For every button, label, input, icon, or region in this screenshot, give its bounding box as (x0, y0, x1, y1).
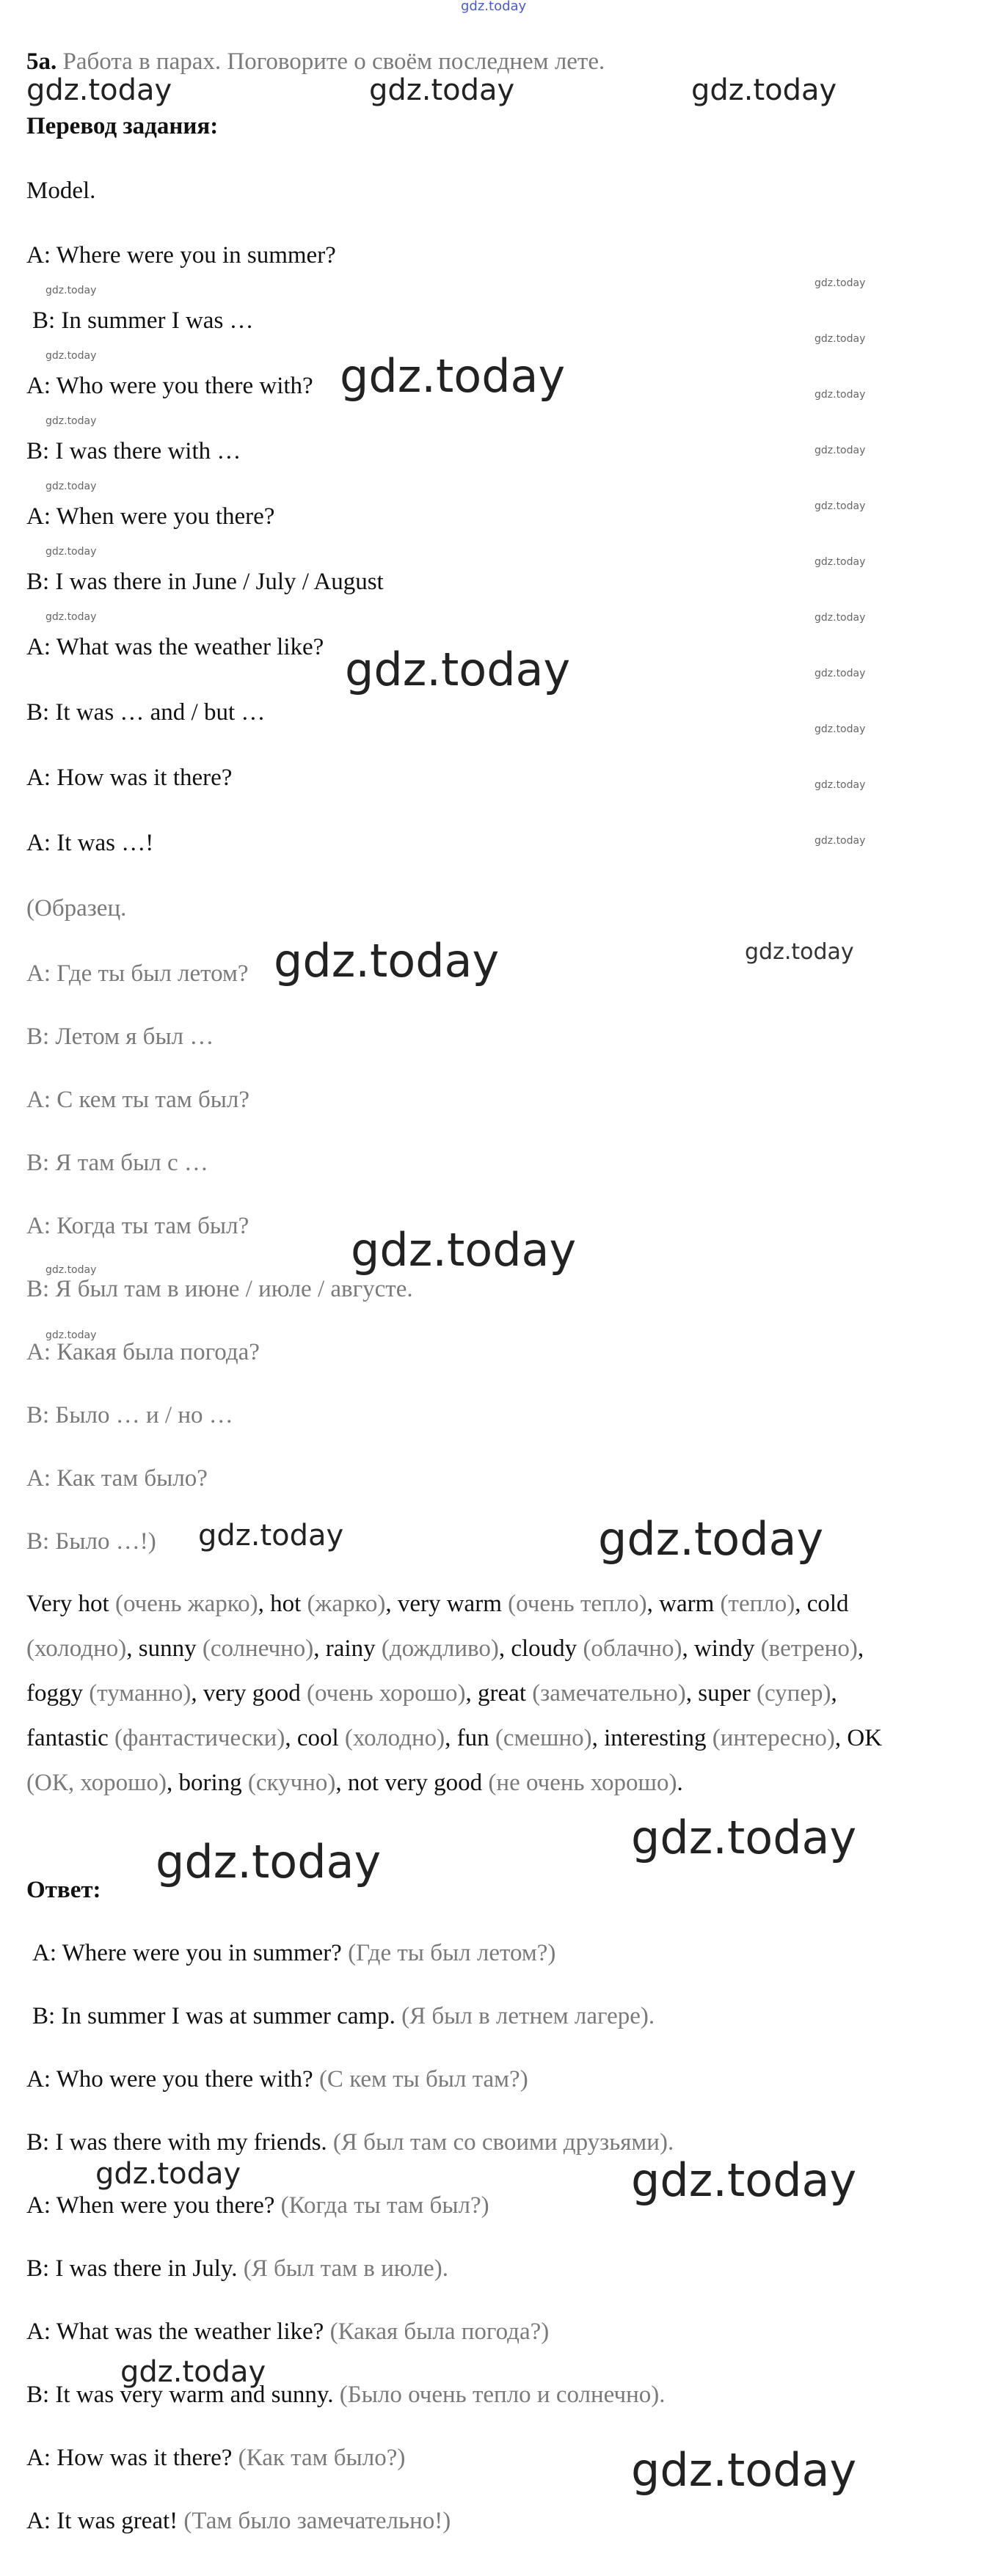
watermark: gdz.today (814, 779, 866, 791)
vocab-translation: (жарко) (301, 1591, 386, 1617)
vocab-translation: (очень жарко) (109, 1591, 258, 1617)
vocab-translation: (замечательно) (525, 1680, 686, 1707)
vocab-separator: , (335, 1770, 348, 1796)
vocab-separator: , (385, 1591, 398, 1617)
answer-en: B: I was there in July. (26, 2255, 238, 2282)
vocab-separator: , (498, 1635, 511, 1662)
watermark-top: gdz.today (461, 0, 527, 14)
watermark: gdz.today (45, 481, 97, 492)
watermark: gdz.today (198, 1519, 344, 1552)
vocab-translation: (тепло) (714, 1591, 795, 1617)
model-en-line: B: It was … and / but … (26, 699, 266, 726)
vocab-word: Very hot (26, 1591, 109, 1617)
watermark: gdz.today (814, 389, 866, 401)
vocab-translation: (не очень хорошо) (482, 1770, 677, 1796)
watermark: gdz.today (274, 934, 500, 988)
vocab-separator: , (646, 1591, 660, 1617)
answer-en: B: In summer I was at summer camp. (32, 2003, 396, 2029)
watermark: gdz.today (95, 2157, 241, 2191)
vocab-word: OK (847, 1725, 883, 1751)
vocab-word: very warm (397, 1591, 502, 1617)
vocab-translation: (очень хорошо) (300, 1680, 466, 1707)
watermark: gdz.today (45, 415, 97, 427)
vocab-word: very good (203, 1680, 301, 1707)
vocab-separator: , (682, 1635, 694, 1662)
model-en-line: A: What was the weather like? (26, 634, 324, 660)
translation-heading: Перевод задания: (26, 113, 219, 139)
watermark: gdz.today (45, 1264, 97, 1276)
model-ru-line: B: Было … и / но … (26, 1402, 233, 1429)
watermark: gdz.today (814, 835, 866, 847)
vocab-word: cool (296, 1725, 339, 1751)
vocab-word: foggy (26, 1680, 83, 1707)
answer-ru: (Где ты был летом?) (341, 1940, 556, 1966)
model-ru-line: A: Где ты был летом? (26, 960, 249, 987)
vocab-separator: , (313, 1635, 326, 1662)
vocab-translation: (ветрено) (754, 1635, 858, 1662)
task-line (26, 47, 605, 76)
answer-ru: (Когда ты там был?) (274, 2192, 489, 2219)
model-label: Model. (26, 178, 96, 204)
answer-en: A: Where were you in summer? (32, 1940, 342, 1966)
vocab-separator: , (191, 1680, 203, 1707)
model-ru-line: A: Какая была погода? (26, 1339, 260, 1365)
watermark: gdz.today (45, 1329, 97, 1341)
watermark: gdz.today (45, 546, 97, 558)
vocab-translation: (облачно) (577, 1635, 682, 1662)
watermark: gdz.today (26, 73, 172, 107)
vocab-separator: , (831, 1680, 837, 1707)
model-en-line: B: I was there in June / July / August (26, 569, 384, 595)
answer-line (26, 2317, 549, 2346)
answer-en: A: It was great! (26, 2508, 178, 2534)
vocab-separator: , (445, 1725, 457, 1751)
answer-line (26, 2065, 528, 2094)
watermark: gdz.today (814, 668, 866, 679)
model-ru-line: A: Как там было? (26, 1465, 208, 1492)
vocab-word: hot (270, 1591, 302, 1617)
vocab-translation: (скучно) (241, 1770, 336, 1796)
vocab-separator: , (166, 1770, 179, 1796)
vocab-translation: (смешно) (489, 1725, 592, 1751)
model-en-line: B: I was there with … (26, 438, 241, 464)
watermark: gdz.today (45, 611, 97, 623)
vocab-word: fantastic (26, 1725, 109, 1751)
vocab-word: cloudy (511, 1635, 577, 1662)
vocab-separator: , (465, 1680, 478, 1707)
vocab-word: windy (693, 1635, 755, 1662)
watermark: gdz.today (631, 1811, 857, 1864)
vocab-translation: (туманно) (83, 1680, 192, 1707)
answer-heading: Ответ: (26, 1877, 101, 1903)
watermark: gdz.today (340, 349, 566, 403)
vocab-separator: , (685, 1680, 699, 1707)
answer-en: A: When were you there? (26, 2192, 275, 2219)
vocab-translation: (супер) (750, 1680, 831, 1707)
vocab-word: boring (178, 1770, 242, 1796)
vocab-translation: (интересно) (706, 1725, 835, 1751)
model-ru-label: (Образец. (26, 895, 127, 922)
watermark: gdz.today (369, 73, 515, 107)
model-en-line: A: How was it there? (26, 765, 233, 791)
watermark: gdz.today (45, 285, 97, 296)
watermark: gdz.today (156, 1835, 382, 1889)
vocab-separator: , (285, 1725, 297, 1751)
answer-ru: (Я был там в июле). (237, 2255, 448, 2282)
vocab-translation: (фантастически) (108, 1725, 285, 1751)
watermark: gdz.today (814, 500, 866, 512)
answer-en: B: I was there with my friends. (26, 2129, 327, 2156)
model-ru-line: B: Я там был с … (26, 1150, 208, 1176)
vocab-translation: (ОК, хорошо) (26, 1770, 167, 1796)
model-en-line: A: When were you there? (26, 503, 275, 530)
answer-en: A: What was the weather like? (26, 2318, 324, 2345)
vocab-word: great (478, 1680, 526, 1707)
vocab-separator: , (258, 1591, 271, 1617)
answer-ru: (Было очень тепло и солнечно). (333, 2382, 666, 2408)
vocab-word: rainy (325, 1635, 376, 1662)
watermark: gdz.today (120, 2355, 266, 2389)
watermark: gdz.today (598, 1512, 824, 1566)
answer-ru: (С кем ты был там?) (313, 2066, 528, 2092)
task-text: Работа в парах. Поговорите о своём последнем лете. (57, 48, 605, 75)
vocabulary-paragraph (26, 1582, 885, 1806)
answer-en: A: Who were you there with? (26, 2066, 313, 2092)
watermark: gdz.today (745, 939, 854, 965)
watermark: gdz.today (631, 2443, 857, 2497)
answer-en: A: How was it there? (26, 2445, 233, 2471)
answer-line (32, 1938, 555, 1968)
answer-ru: (Какая была погода?) (324, 2318, 550, 2345)
vocab-word: interesting (604, 1725, 707, 1751)
watermark: gdz.today (814, 556, 866, 568)
model-ru-line: A: С кем ты там был? (26, 1087, 250, 1113)
vocab-separator: . (677, 1770, 683, 1796)
watermark: gdz.today (814, 277, 866, 289)
answer-line (26, 2443, 405, 2473)
task-number: 5a. (26, 48, 57, 75)
answer-ru: (Там было замечательно!) (178, 2508, 451, 2534)
watermark: gdz.today (345, 643, 571, 696)
vocab-translation: (очень тепло) (501, 1591, 647, 1617)
vocab-separator: , (834, 1725, 848, 1751)
vocab-separator: , (795, 1591, 807, 1617)
answer-ru: (Я был там со своими друзьями). (327, 2129, 674, 2156)
model-ru-line: B: Я был там в июне / июле / августе. (26, 1276, 413, 1302)
answer-line (32, 2002, 655, 2031)
model-ru-line: B: Летом я был … (26, 1024, 214, 1050)
answer-line (26, 2254, 448, 2283)
vocab-translation: (холодно) (26, 1635, 127, 1662)
answer-line (26, 2128, 674, 2157)
watermark: gdz.today (45, 350, 97, 362)
vocab-translation: (солнечно) (196, 1635, 314, 1662)
model-en-line: A: Who were you there with? (26, 373, 313, 399)
model-en-line: B: In summer I was … (32, 307, 254, 334)
watermark: gdz.today (814, 612, 866, 624)
model-ru-line: A: Когда ты там был? (26, 1213, 249, 1239)
model-en-line: A: Where were you in summer? (26, 242, 336, 269)
vocab-translation: (дождливо) (375, 1635, 499, 1662)
answer-line (26, 2506, 451, 2536)
watermark: gdz.today (814, 723, 866, 735)
answer-line (26, 2191, 489, 2220)
watermark: gdz.today (631, 2153, 857, 2207)
watermark: gdz.today (814, 445, 866, 456)
vocab-separator: , (591, 1725, 605, 1751)
vocab-word: sunny (138, 1635, 197, 1662)
vocab-word: cold (806, 1591, 849, 1617)
vocab-word: not very good (347, 1770, 483, 1796)
watermark: gdz.today (691, 73, 837, 107)
answer-en: B: It was very warm and sunny. (26, 2382, 334, 2408)
answer-ru: (Я был в летнем лагере). (395, 2003, 655, 2029)
vocab-separator: , (857, 1635, 864, 1662)
vocab-separator: , (126, 1635, 139, 1662)
model-en-line: A: It was …! (26, 830, 154, 856)
model-ru-line: B: Было …!) (26, 1528, 156, 1555)
vocab-word: fun (456, 1725, 489, 1751)
answer-ru: (Как там было?) (232, 2445, 406, 2471)
vocab-word: warm (659, 1591, 715, 1617)
vocab-word: super (698, 1680, 751, 1707)
watermark: gdz.today (814, 333, 866, 345)
vocab-translation: (холодно) (338, 1725, 445, 1751)
watermark: gdz.today (351, 1223, 577, 1277)
